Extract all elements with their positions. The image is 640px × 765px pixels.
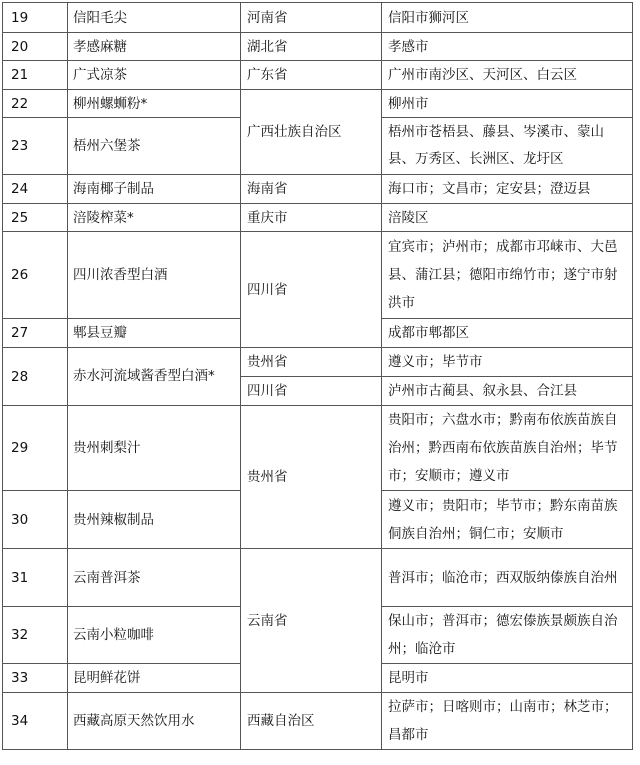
row-number: 29: [3, 406, 68, 491]
row-number: 24: [3, 175, 68, 204]
province-cell: 四川省: [241, 377, 382, 406]
area-cell: 昆明市: [382, 664, 633, 693]
province-cell: 云南省: [241, 549, 382, 693]
row-number: 33: [3, 664, 68, 693]
product-name: 四川浓香型白酒: [68, 232, 241, 319]
row-number: 27: [3, 319, 68, 348]
row-number: 26: [3, 232, 68, 319]
area-cell: 涪陵区: [382, 204, 633, 232]
product-name: 贵州辣椒制品: [68, 491, 241, 549]
table-row: [3, 348, 633, 377]
area-cell: 保山市；普洱市；德宏傣族景颇族自治州；临沧市: [382, 607, 633, 664]
table-row: [3, 3, 633, 33]
area-cell: 普洱市；临沧市；西双版纳傣族自治州: [382, 549, 633, 607]
product-name: 郫县豆瓣: [68, 319, 241, 348]
row-number: 19: [3, 3, 68, 33]
product-name: 柳州螺蛳粉*: [68, 90, 241, 118]
row-number: 22: [3, 90, 68, 118]
product-name: 孝感麻糖: [68, 33, 241, 61]
area-cell: 宜宾市；泸州市；成都市邛崃市、大邑县、蒲江县；德阳市绵竹市；遂宁市射洪市: [382, 232, 633, 319]
table-row: [3, 693, 633, 750]
product-name: 赤水河流域酱香型白酒*: [68, 348, 241, 406]
row-number: 31: [3, 549, 68, 607]
area-cell: 遵义市；贵阳市；毕节市；黔东南苗族侗族自治州；铜仁市；安顺市: [382, 491, 633, 549]
province-cell: 四川省: [241, 232, 382, 348]
province-cell: 河南省: [241, 3, 382, 33]
row-number: 28: [3, 348, 68, 406]
table-row: [3, 204, 633, 232]
product-name: 昆明鲜花饼: [68, 664, 241, 693]
row-number: 25: [3, 204, 68, 232]
area-cell: 泸州市古蔺县、叙永县、合江县: [382, 377, 633, 406]
product-name: 云南普洱茶: [68, 549, 241, 607]
table-row: [3, 232, 633, 319]
province-cell: 海南省: [241, 175, 382, 204]
province-cell: 西藏自治区: [241, 693, 382, 750]
area-cell: 信阳市狮河区: [382, 3, 633, 33]
table-row: [3, 175, 633, 204]
product-name: 涪陵榨菜*: [68, 204, 241, 232]
row-number: 34: [3, 693, 68, 750]
product-name: 贵州刺梨汁: [68, 406, 241, 491]
area-cell: 海口市；文昌市；定安县；澄迈县: [382, 175, 633, 204]
row-number: 21: [3, 61, 68, 90]
product-name: 梧州六堡茶: [68, 118, 241, 175]
area-cell: 梧州市苍梧县、藤县、岑溪市、蒙山县、万秀区、长洲区、龙圩区: [382, 118, 633, 175]
product-name: 信阳毛尖: [68, 3, 241, 33]
area-cell: 遵义市；毕节市: [382, 348, 633, 377]
area-cell: 拉萨市；日喀则市；山南市；林芝市；昌都市: [382, 693, 633, 750]
product-table: [2, 2, 633, 750]
area-cell: 柳州市: [382, 90, 633, 118]
area-cell: 成都市郫都区: [382, 319, 633, 348]
province-cell: 重庆市: [241, 204, 382, 232]
row-number: 32: [3, 607, 68, 664]
table-row: [3, 549, 633, 607]
area-cell: 广州市南沙区、天河区、白云区: [382, 61, 633, 90]
province-cell: 湖北省: [241, 33, 382, 61]
table-row: [3, 406, 633, 491]
row-number: 30: [3, 491, 68, 549]
product-name: 云南小粒咖啡: [68, 607, 241, 664]
area-cell: 孝感市: [382, 33, 633, 61]
product-name: 西藏高原天然饮用水: [68, 693, 241, 750]
product-name: 广式凉茶: [68, 61, 241, 90]
row-number: 23: [3, 118, 68, 175]
product-name: 海南椰子制品: [68, 175, 241, 204]
table-row: [3, 33, 633, 61]
page-bottom-edge: [0, 758, 640, 765]
province-cell: 贵州省: [241, 406, 382, 549]
area-cell: 贵阳市；六盘水市；黔南布依族苗族自治州；黔西南布依族苗族自治州；毕节市；安顺市；遵义市: [382, 406, 633, 491]
table-row: [3, 90, 633, 118]
table-row: [3, 61, 633, 90]
row-number: 20: [3, 33, 68, 61]
province-cell: 广东省: [241, 61, 382, 90]
province-cell: 广西壮族自治区: [241, 90, 382, 175]
province-cell: 贵州省: [241, 348, 382, 377]
